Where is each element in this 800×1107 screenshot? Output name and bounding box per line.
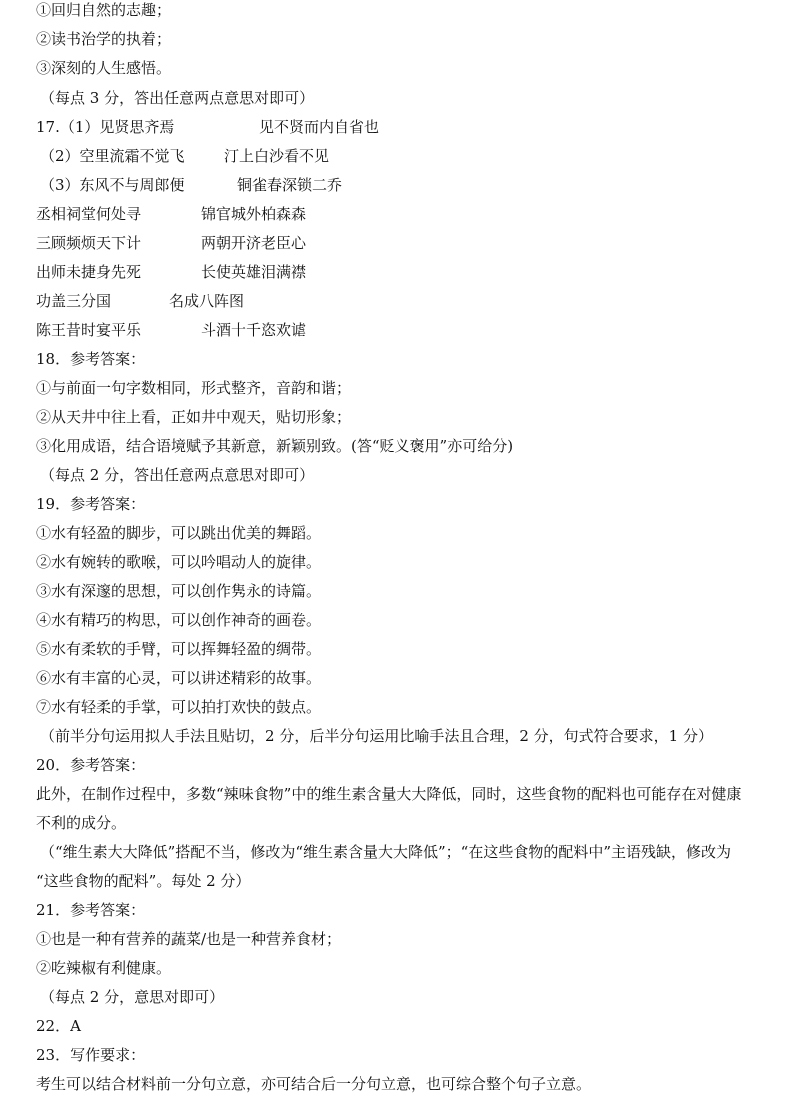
q19-answer: ⑦水有轻柔的手掌，可以拍打欢快的鼓点。	[36, 698, 322, 716]
poem-second-line: 名成八阵图	[169, 292, 245, 310]
q20-answer-line-1: 此外，在制作过程中，多数“辣味食物”中的维生素含量大大降低，同时，这些食物的配料也可能存在对健康	[36, 785, 742, 803]
q19-answer: ①水有轻盈的脚步，可以跳出优美的舞蹈。	[36, 524, 322, 542]
poem-first-line: 功盖三分国	[36, 292, 112, 310]
poem-line-pair	[36, 291, 245, 311]
q23-heading: 23．写作要求：	[36, 1046, 146, 1064]
q18-answer-2: ②从天井中往上看，正如井中观天，贴切形象；	[36, 408, 352, 426]
q19-answer: ②水有婉转的歌喉，可以吟唱动人的旋律。	[36, 553, 322, 571]
q20-note-line-1: （“维生素大大降低”搭配不当，修改为“维生素含量大大降低”；“在这些食物的配料中”主语残缺，修改为	[40, 843, 732, 861]
q17-item-2	[40, 146, 330, 166]
poem-second-line: 斗酒十千恣欢谑	[201, 321, 307, 339]
poem-second-line: 长使英雄泪满襟	[201, 263, 307, 281]
poem-line-pair	[36, 262, 307, 282]
q22-answer: 22．A	[36, 1017, 81, 1035]
poem-line-pair	[36, 204, 307, 224]
q17-3-second-line: 铜雀春深锁二乔	[237, 176, 343, 194]
q19-heading: 19．参考答案：	[36, 495, 146, 513]
q18-answer-3: ③化用成语，结合语境赋予其新意，新颖别致。(答“贬义褒用”亦可给分)	[36, 437, 514, 455]
q17-1-second-line: 见不贤而内自省也	[259, 118, 380, 136]
q17-2-second-line: 汀上白沙看不见	[224, 147, 330, 165]
q21-answer-1: ①也是一种有营养的蔬菜/也是一种营养食材；	[36, 930, 342, 948]
poem-first-line: 陈王昔时宴平乐	[36, 321, 142, 339]
scoring-note: （每点 3 分，答出任意两点意思对即可）	[40, 89, 315, 107]
q21-scoring-note: （每点 2 分，意思对即可）	[40, 988, 225, 1006]
poem-second-line: 两朝开济老臣心	[201, 234, 307, 252]
answer-line: ①回归自然的志趣；	[36, 1, 172, 19]
poem-first-line: 出师未捷身先死	[36, 263, 142, 281]
poem-second-line: 锦官城外柏森森	[201, 205, 307, 223]
poem-first-line: 丞相祠堂何处寻	[36, 205, 142, 223]
q20-answer-line-2: 不利的成分。	[36, 814, 127, 832]
q23-requirement: 考生可以结合材料前一分句立意，亦可结合后一分句立意，也可综合整个句子立意。	[36, 1075, 592, 1093]
q17-item-3	[40, 175, 343, 195]
q18-scoring-note: （每点 2 分，答出任意两点意思对即可）	[40, 466, 315, 484]
answer-line: ②读书治学的执着；	[36, 30, 172, 48]
q19-scoring-note: （前半分句运用拟人手法且贴切，2 分，后半分句运用比喻手法且合理，2 分，句式符合要求，1 分）	[40, 727, 713, 745]
q19-answer: ⑤水有柔软的手臂，可以挥舞轻盈的绸带。	[36, 640, 322, 658]
q17-2-first-line: （2）空里流霜不觉飞	[40, 147, 185, 165]
q17-3-first-line: （3）东风不与周郎便	[40, 176, 185, 194]
q18-answer-1: ①与前面一句字数相同，形式整齐，音韵和谐；	[36, 379, 352, 397]
poem-line-pair	[36, 233, 307, 253]
q19-answer: ⑥水有丰富的心灵，可以讲述精彩的故事。	[36, 669, 322, 687]
poem-line-pair	[36, 320, 307, 340]
poem-first-line: 三顾频烦天下计	[36, 234, 142, 252]
q17-1-first-line: 17.（1）见贤思齐焉	[36, 118, 175, 136]
q21-heading: 21．参考答案：	[36, 901, 146, 919]
q17-item-1	[36, 117, 380, 137]
q20-note-line-2: “这些食物的配料”。每处 2 分）	[36, 872, 251, 890]
answer-line: ③深刻的人生感悟。	[36, 59, 172, 77]
q19-answer: ③水有深邃的思想，可以创作隽永的诗篇。	[36, 582, 322, 600]
q21-answer-2: ②吃辣椒有利健康。	[36, 959, 172, 977]
q20-heading: 20．参考答案：	[36, 756, 146, 774]
q19-answer: ④水有精巧的构思，可以创作神奇的画卷。	[36, 611, 322, 629]
q18-heading: 18．参考答案：	[36, 350, 146, 368]
